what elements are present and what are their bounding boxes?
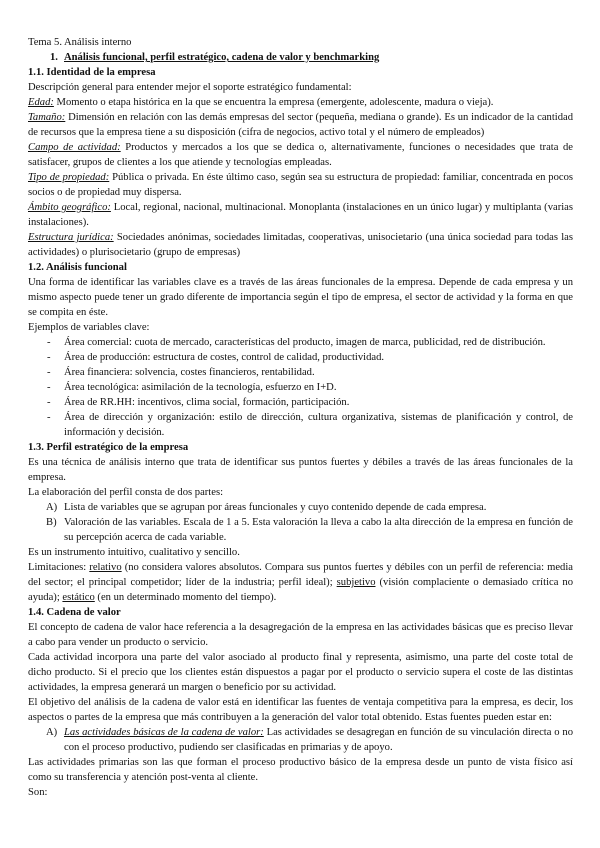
heading-perfil-estrategico: 1.3. Perfil estratégico de la empresa xyxy=(28,442,189,453)
section-number: 1. xyxy=(50,52,58,63)
list-item-text: Valoración de las variables. Escala de 1 a 5. Esta valoración la lleva a cabo la alta dirección de la empresa en función de su percepción acerca de cada variable. xyxy=(64,517,573,543)
def-text: Productos y mercados a los que se dedica o, alternativamente, funciones o necesidades que trata de satisfacer, grupos de clientes a los que atiende y tecnologías empleadas. xyxy=(28,142,573,168)
limitaciones-paragraph xyxy=(28,560,573,605)
list-item-text: Área de producción: estructura de costes, control de calidad, productividad. xyxy=(64,352,385,363)
list-item-text: Área comercial: cuota de mercado, características del producto, imagen de marca, publicidad, red de distribución. xyxy=(64,337,546,348)
def-edad xyxy=(28,95,573,110)
section-title-text: Análisis funcional, perfil estratégico, cadena de valor y benchmarking xyxy=(64,52,380,63)
limits-text: (visión complaciente o demasiado crítica no ayuda); xyxy=(28,577,574,603)
def-text: Pública o privada. En éste último caso, según sea su estructura de propiedad: familiar, concentrada en pocos socios o de propiedad muy dispersa. xyxy=(28,172,574,198)
cadena-sources-list xyxy=(28,725,573,755)
limits-text: Limitaciones: xyxy=(28,562,90,573)
dash-bullet: - xyxy=(47,382,51,393)
perfil-paragraph-1: Es una técnica de análisis interno que trata de identificar sus puntos fuertes y débiles a través de las áreas funcionales de la empresa. xyxy=(28,457,573,483)
list-item xyxy=(28,410,573,440)
list-item-text: Las actividades se desagregan en función de su vinculación directa o no con el proceso productivo, pudiendo ser clasificadas en primarias y de apoyo. xyxy=(64,727,573,753)
perfil-paragraph-3: Es un instrumento intuitivo, cualitativo y sencillo. xyxy=(28,547,240,558)
limit-relativo: relativo xyxy=(89,562,122,573)
list-item xyxy=(28,365,573,380)
def-text: Sociedades anónimas, sociedades limitadas, cooperativas, unisocietario (una única sociedad para todas las actividades) o plurisocietario (grupo de empresas) xyxy=(28,232,573,258)
def-term: Campo de actividad: xyxy=(28,142,121,153)
limit-estatico: estático xyxy=(62,592,95,603)
def-text: Dimensión en relación con las demás empresas del sector (pequeña, mediana o grande). Es un indicador de la cantidad de recursos que la empresa tiene a su disposición (cifra de negocios, activo total y el número de empleados) xyxy=(28,112,573,138)
list-item xyxy=(28,380,573,395)
def-campo-actividad xyxy=(28,140,573,170)
def-term: Edad: xyxy=(28,97,54,108)
limits-text: (en un determinado momento del tiempo). xyxy=(94,592,277,603)
heading-cadena-valor: 1.4. Cadena de valor xyxy=(28,607,121,618)
def-term: Tamaño: xyxy=(28,112,66,123)
section-title xyxy=(28,50,573,65)
list-item-term: Las actividades básicas de la cadena de valor: xyxy=(64,727,264,738)
list-item-text: Área de dirección y organización: estilo de dirección, cultura organizativa, sistemas de planificación y control, de información y decisión. xyxy=(64,412,573,438)
def-term: Estructura jurídica: xyxy=(28,232,114,243)
heading-identidad: 1.1. Identidad de la empresa xyxy=(28,67,156,78)
list-item xyxy=(28,725,573,755)
examples-intro: Ejemplos de variables clave: xyxy=(28,322,150,333)
list-item xyxy=(28,515,573,545)
document-header: Tema 5. Análisis interno xyxy=(28,37,132,48)
list-marker: A) xyxy=(46,727,58,738)
perfil-parts-list xyxy=(28,500,573,545)
cadena-paragraph-5: Son: xyxy=(28,787,48,798)
dash-bullet: - xyxy=(47,412,51,423)
cadena-paragraph-2: Cada actividad incorpora una parte del valor asociado al producto final y representa, asimismo, una parte del coste total de dicho producto. Si el precio que los clientes están dispuestos a pagar por el producto o servicio supera el coste de las distintas actividades, la empresa generará un margen o beneficio por su actividad. xyxy=(28,652,573,693)
heading-analisis-funcional: 1.2. Análisis funcional xyxy=(28,262,127,273)
def-text: Local, regional, nacional, multinacional. Monoplanta (instalaciones en un único lugar) y multiplanta (varias instalaciones). xyxy=(28,202,573,228)
cadena-paragraph-4: Las actividades primarias son las que forman el proceso productivo básico de la empresa desde un punto de vista físico así como su transferencia y atención post-venta al cliente. xyxy=(28,757,573,783)
def-ambito-geografico xyxy=(28,200,573,230)
list-item xyxy=(28,395,573,410)
limit-subjetivo: subjetivo xyxy=(336,577,376,588)
list-item xyxy=(28,350,573,365)
perfil-paragraph-2: La elaboración del perfil consta de dos partes: xyxy=(28,487,224,498)
def-tipo-propiedad xyxy=(28,170,573,200)
analisis-funcional-paragraph: Una forma de identificar las variables clave es a través de las áreas funcionales de la empresa. Depende de cada empresa y un mismo aspecto puede tener un grado diferente de importancia según el tipo de empresa, el sector de actividad y la forma en que se compita en éste. xyxy=(28,277,573,318)
identidad-intro: Descripción general para entender mejor el soporte estratégico fundamental: xyxy=(28,82,352,93)
dash-bullet: - xyxy=(47,397,51,408)
cadena-paragraph-3: El objetivo del análisis de la cadena de valor está en identificar las fuentes de ventaja competitiva para la empresa, es decir, los aspectos o partes de la empresa que más contribuyen a la generación del valor total obtenido. Estas fuentes pueden estar en: xyxy=(28,697,573,723)
dash-bullet: - xyxy=(47,352,51,363)
list-item-text: Área de RR.HH: incentivos, clima social, formación, participación. xyxy=(64,397,350,408)
dash-bullet: - xyxy=(47,337,51,348)
list-item-text: Área tecnológica: asimilación de la tecnología, esfuerzo en I+D. xyxy=(64,382,337,393)
list-item-text: Lista de variables que se agrupan por áreas funcionales y cuyo contenido depende de cada empresa. xyxy=(64,502,487,513)
def-tamano xyxy=(28,110,573,140)
def-term: Ámbito geográfico: xyxy=(28,202,111,213)
list-item-text: Área financiera: solvencia, costes financieros, rentabilidad. xyxy=(64,367,315,378)
limits-text: (no considera valores absolutos. Compara sus puntos fuertes y débiles con un perfil de referencia: media del sector; el principal competidor; líder de la industria; perfil ideal); xyxy=(28,562,573,588)
list-marker: B) xyxy=(46,517,57,528)
def-text: Momento o etapa histórica en la que se encuentra la empresa (emergente, adolescente, madura o vieja). xyxy=(53,97,494,108)
def-estructura-juridica xyxy=(28,230,573,260)
list-marker: A) xyxy=(46,502,58,513)
cadena-paragraph-1: El concepto de cadena de valor hace referencia a la desagregación de la empresa en las actividades básicas que es preciso llevar a cabo para vender un producto o servicio. xyxy=(28,622,573,648)
list-item xyxy=(28,500,573,515)
def-term: Tipo de propiedad: xyxy=(28,172,110,183)
list-item xyxy=(28,335,573,350)
dash-bullet: - xyxy=(47,367,51,378)
key-variables-list xyxy=(28,335,573,440)
